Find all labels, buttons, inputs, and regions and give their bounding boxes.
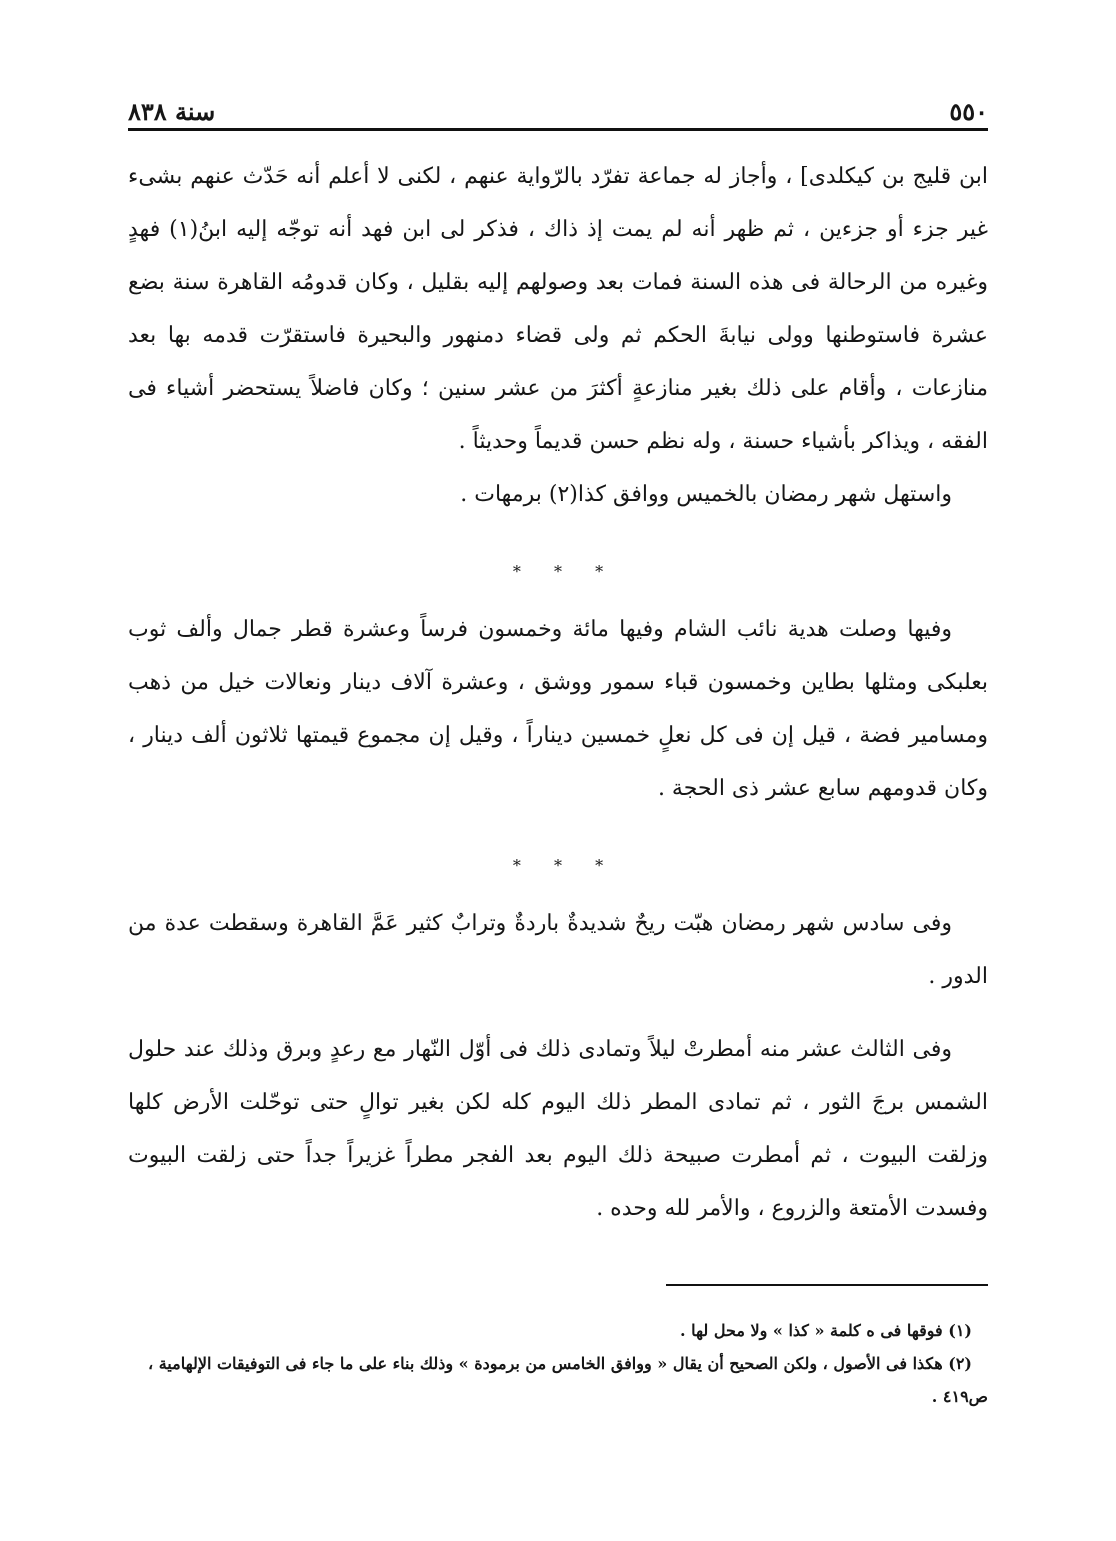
spacer (128, 1003, 988, 1023)
footnotes (128, 1314, 988, 1413)
section-separator: * * * (512, 856, 618, 875)
footnote-1: (١) فوقها فى ه كلمة « كذا » ولا محل لها . (680, 1321, 972, 1340)
page-number: ٥٥٠ (949, 97, 988, 126)
header-rule (128, 128, 988, 131)
running-head (128, 86, 988, 126)
paragraph-ramadan-start: واستهل شهر رمضان بالخميس ووافق كذا(٢) برمهات . (460, 482, 952, 507)
paragraph-gift: وفيها وصلت هدية نائب الشام وفيها مائة وخمسون فرساً وعشرة قطر جمال وألف ثوب بعلبكى ومثلها بطاين وخمسون قباء سمور ووشق ، وعشرة آلاف دينار ونعالات خيل من ذهب ومسامير فضة ، قيل إن فى كل نعلٍ خمسين ديناراً ، وقيل إن مجموع قيمتها ثلاثون ألف دينار ، وكان قدومهم سابع عشر ذى الحجة . (128, 617, 988, 801)
section-separator: * * * (512, 562, 618, 581)
paragraph-rain: وفى الثالث عشر منه أمطرتْ ليلاً وتمادى ذلك فى أوّل النّهار مع رعدٍ وبرق وذلك عند حلول الشمس برجَ الثور ، ثم تمادى المطر ذلك اليوم كله لكن بغير توالٍ حتى توحّلت الأرض كلها وزلقت البيوت ، ثم أمطرت صبيحة ذلك اليوم بعد الفجر مطراً غزيراً جداً حتى زلقت البيوت وفسدت الأمتعة والزروع ، والأمر لله وحده . (128, 1037, 988, 1221)
paragraph-biography: ابن قليج بن كيكلدى] ، وأجاز له جماعة تفرّد بالرّواية عنهم ، لكنى لا أعلم أنه حَدّث عنهم بشىء غير جزء أو جزءين ، ثم ظهر أنه لم يمت إذ ذاك ، فذكر لى ابن فهد أنه توجّه إليه ابنُ(١) فهدٍ وغيره من الرحالة فى هذه السنة فمات بعد وصولهم إليه بقليل ، وكان قدومُه القاهرة سنة بضع عشرة فاستوطنها وولى نيابةَ الحكم ثم ولى قضاء دمنهور والبحيرة فاستقرّت قدمه بها بعد منازعات ، وأقام على ذلك بغير منازعةٍ أكثرَ من عشر سنين ؛ وكان فاضلاً يستحضر أشياء فى الفقه ، ويذاكر بأشياء حسنة ، وله نظم حسن قديماً وحديثاً . (128, 164, 988, 454)
spacer (128, 815, 988, 835)
paragraph-wind: وفى سادس شهر رمضان هبّت ريحٌ شديدةٌ باردةٌ وترابٌ كثير عَمَّ القاهرة وسقطت عدة من الدور . (128, 911, 988, 989)
spacer (128, 521, 988, 541)
year-label: سنة ٨٣٨ (128, 97, 216, 126)
main-text (128, 150, 988, 1235)
footnote-2: (٢) هكذا فى الأصول ، ولكن الصحيح أن يقال « ووافق الخامس من برمودة » وذلك بناء على ما جاء فى التوفيقات الإلهامية ، ص٤١٩ . (147, 1354, 988, 1406)
footnote-rule (666, 1284, 988, 1286)
